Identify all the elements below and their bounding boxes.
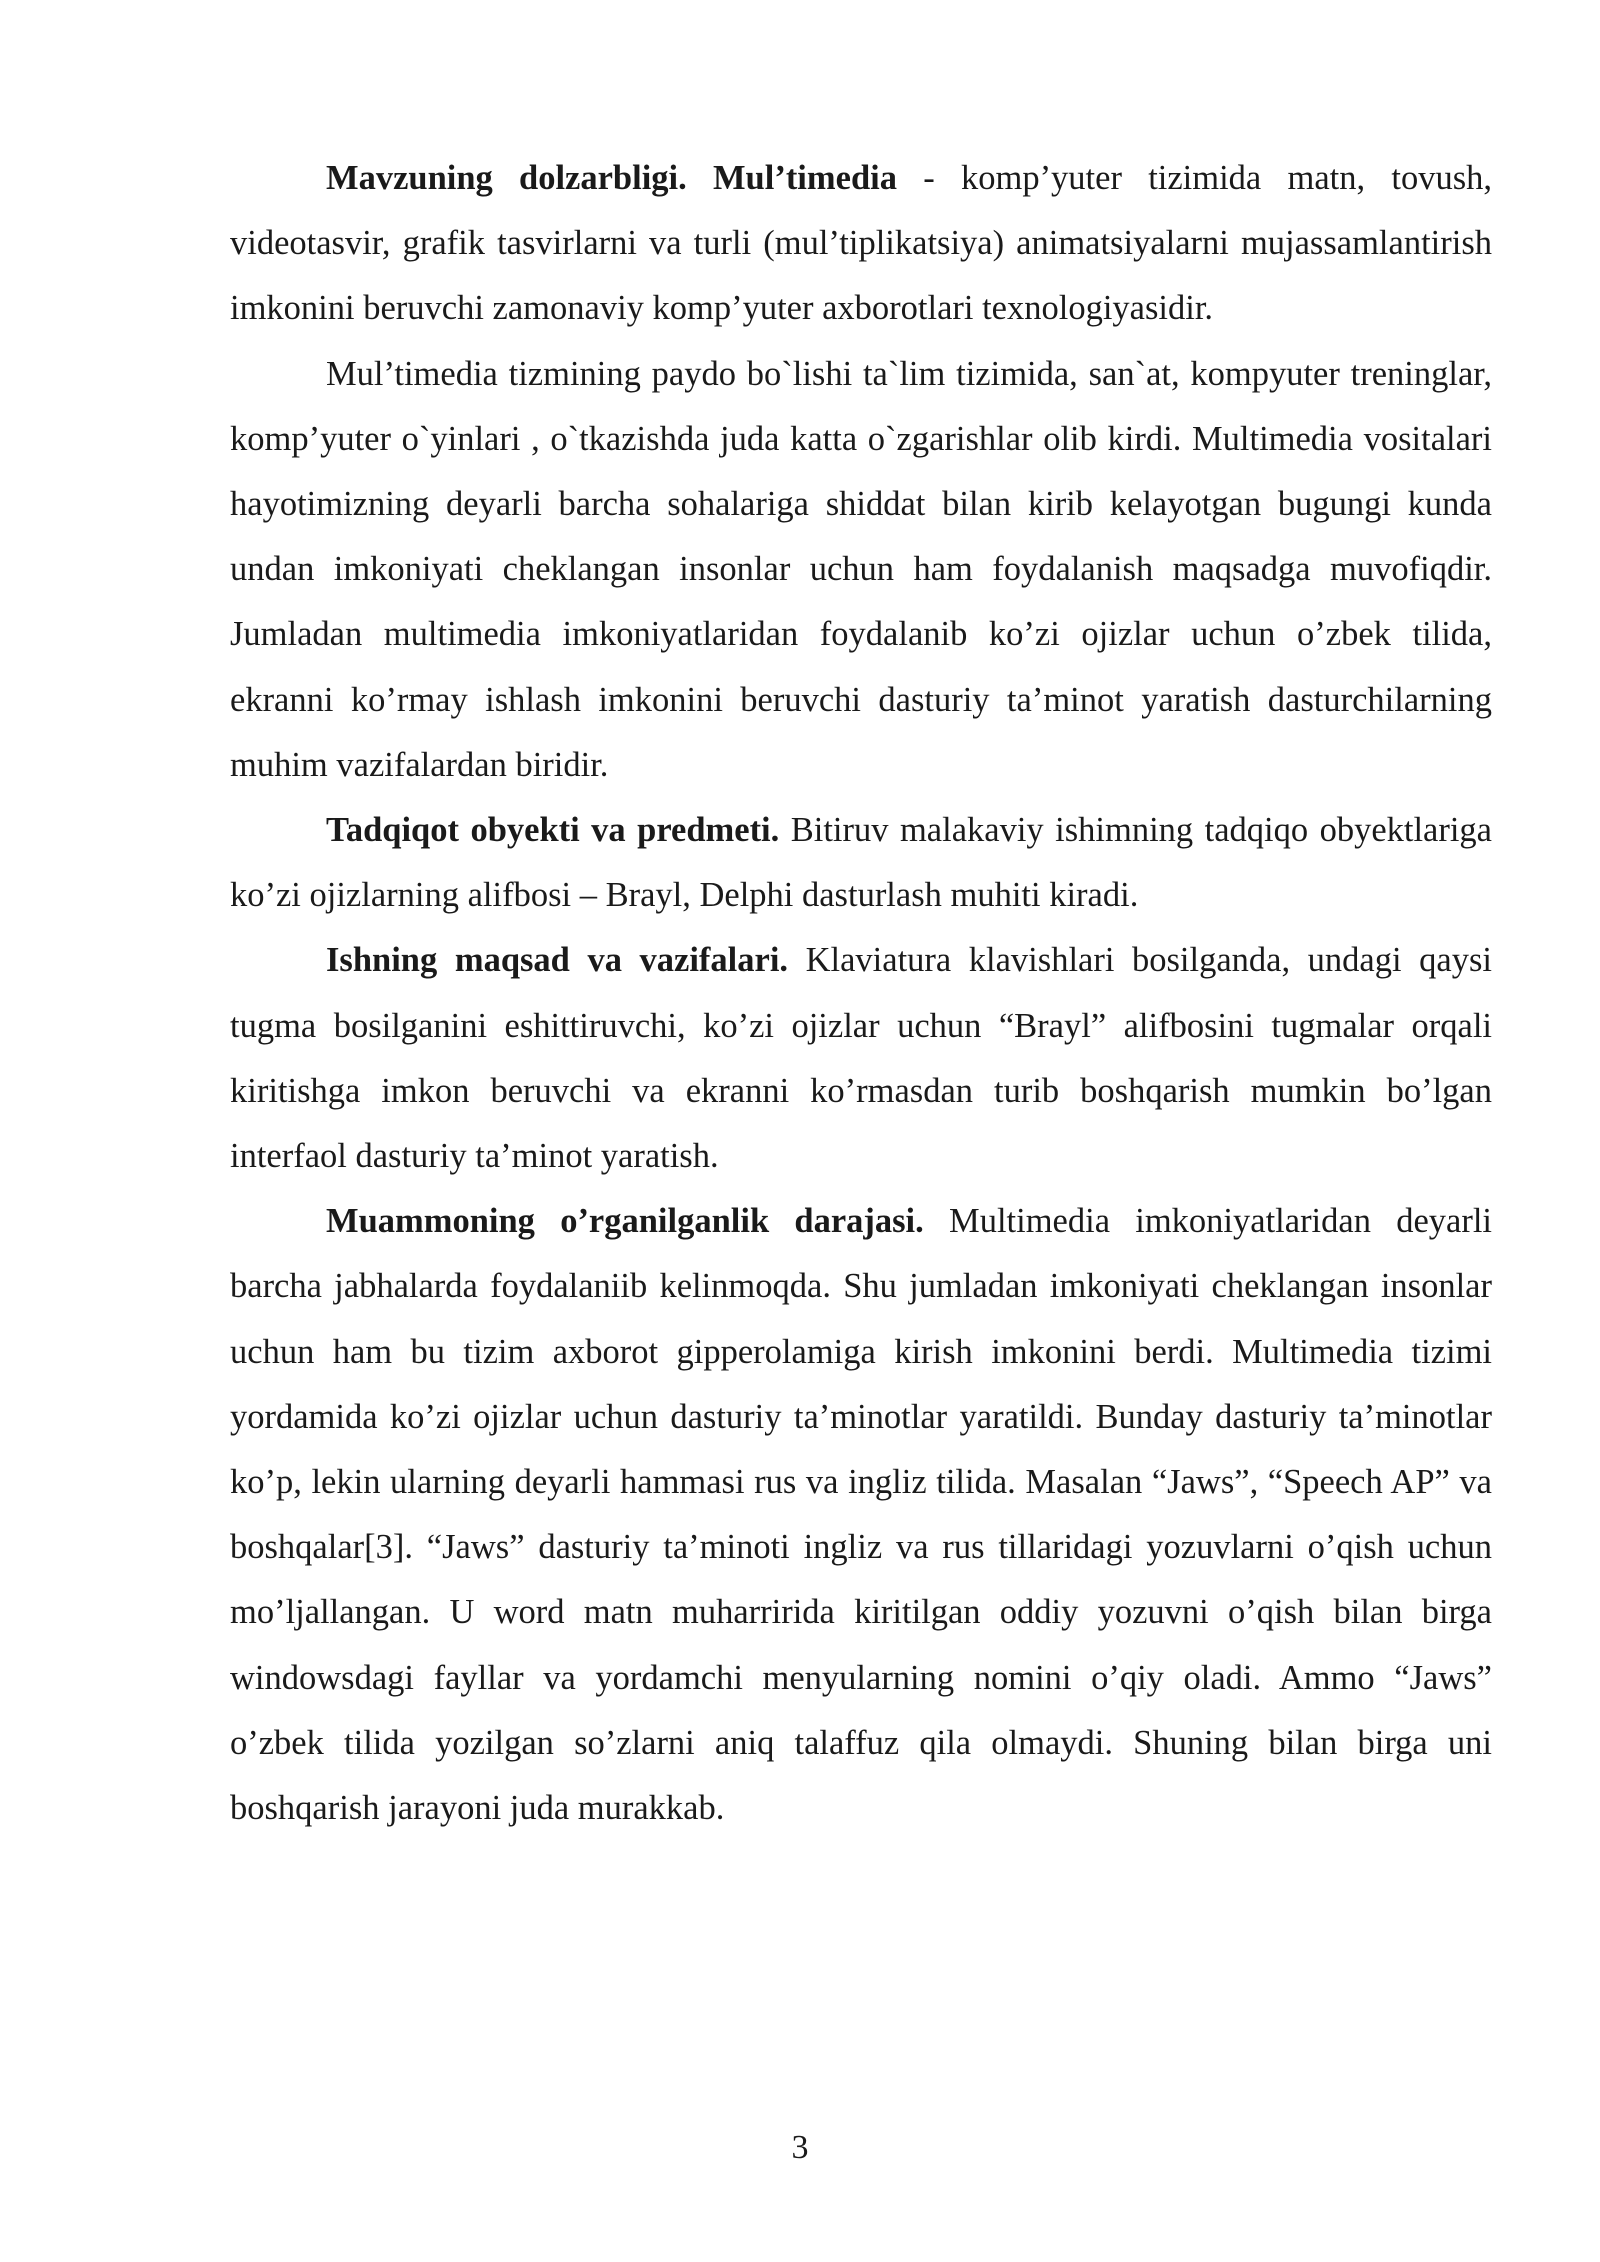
paragraph-multimedia-impact bbox=[230, 342, 1492, 798]
page-number: 3 bbox=[791, 2129, 809, 2166]
paragraph-heading: Ishning maqsad va vazifalari. bbox=[326, 941, 789, 980]
paragraph-text: Bitiruv malakaviy ishimning tadqiqo obyektlariga ko’zi ojizlarning alifbosi – Brayl, Delphi dasturlash muhiti kiradi. bbox=[230, 811, 1492, 915]
paragraph-goals bbox=[230, 928, 1492, 1189]
paragraph-heading: Tadqiqot obyekti va predmeti. bbox=[326, 811, 780, 850]
paragraph-study-level bbox=[230, 1189, 1492, 1841]
paragraph-text: Multimedia imkoniyatlaridan deyarli barcha jabhalarda foydalaniib kelinmoqda. Shu jumladan imkoniyati cheklangan insonlar uchun ham bu tizim axborot gipperolamiga kirish imkonini berdi. Multimedia tizimi yordamida ko’zi ojizlar uchun dasturiy ta’minotlar yaratildi. Bunday dasturiy ta’minotlar ko’p, lekin ularning deyarli hammasi rus va ingliz tilida. Masalan “Jaws”, “Speech AP” va boshqalar[3]. “Jaws” dasturiy ta’minoti ingliz va rus tillaridagi yozuvlarni o’qish uchun mo’ljallangan. U word matn muharririda kiritilgan oddiy yozuvni o’qish bilan birga windowsdagi fayllar va yordamchi menyularning nomini o’qiy oladi. Ammo “Jaws” o’zbek tilida yozilgan so’zlarni aniq talaffuz qila olmaydi. Shuning bilan birga uni boshqarish jarayoni juda murakkab. bbox=[230, 1202, 1492, 1828]
document-body bbox=[230, 146, 1492, 1841]
paragraph-heading: Muammoning o’rganilganlik darajasi. bbox=[326, 1202, 924, 1241]
paragraph-heading: Mavzuning dolzarbligi. Mul’timedia bbox=[326, 159, 897, 197]
paragraph-text: Klaviatura klavishlari bosilganda, undagi qaysi tugma bosilganini eshittiruvchi, ko’zi ojizlar uchun “Brayl” alifbosini tugmalar orqali kiritishga imkon beruvchi va ekranni ko’rmasdan turib boshqarish mumkin bo’lgan interfaol dasturiy ta’minot yaratish. bbox=[230, 941, 1492, 1176]
paragraph-text: Mul’timedia tizmining paydo bo`lishi ta`lim tizimida, san`at, kompyuter treninglar, komp’yuter o`yinlari , o`tkazishda juda katta o`zgarishlar olib kirdi. Multimedia vositalari hayotimizning deyarli barcha sohalariga shiddat bilan kirib kelayotgan bugungi kunda undan imkoniyati cheklangan insonlar uchun ham foydalanish maqsadga muvofiqdir. Jumladan multimedia imkoniyatlaridan foydalanib ko’zi ojizlar uchun o’zbek tilida, ekranni ko’rmay ishlash imkonini beruvchi dasturiy ta’minot yaratish dasturchilarning muhim vazifalardan biridir. bbox=[230, 354, 1492, 784]
paragraph-relevance bbox=[230, 146, 1492, 342]
paragraph-research-object bbox=[230, 798, 1492, 928]
paragraph-text: - komp’yuter tizimida matn, tovush, videotasvir, grafik tasvirlarni va turli (mul’tiplikatsiya) animatsiyalarni mujassamlantirish imkonini beruvchi zamonaviy komp’yuter axborotlari texnologiyasidir. bbox=[230, 159, 1493, 328]
